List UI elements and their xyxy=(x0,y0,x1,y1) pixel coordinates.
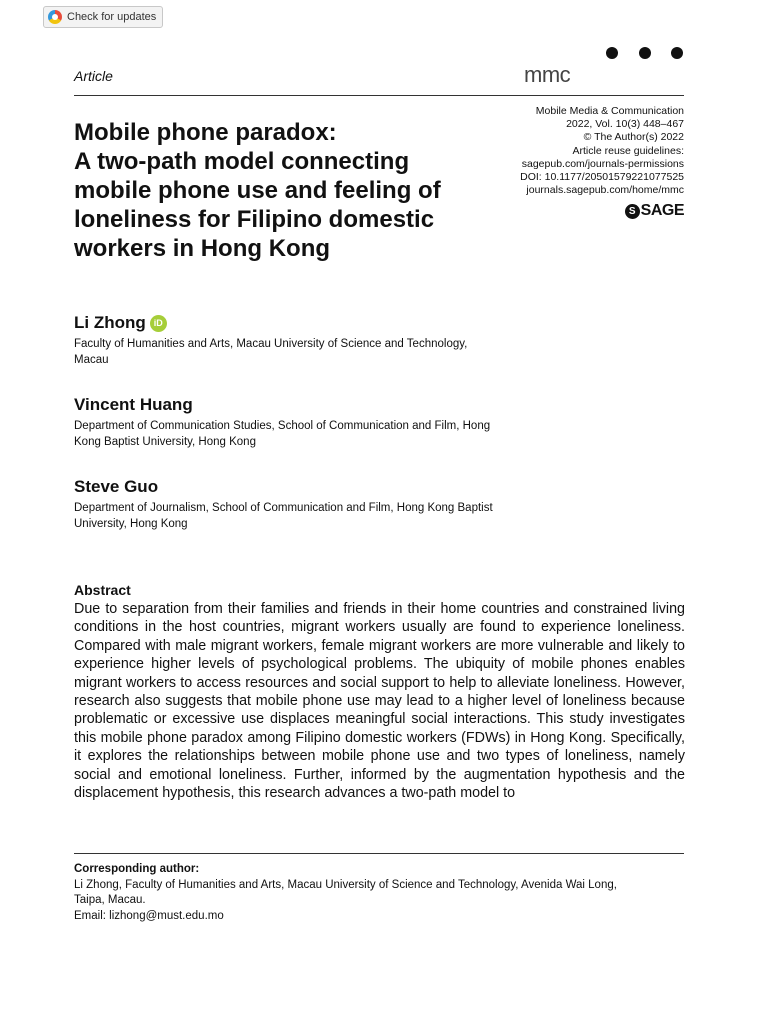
copyright: © The Author(s) 2022 xyxy=(583,131,684,144)
title-line: Mobile phone paradox: xyxy=(74,119,337,146)
article-title xyxy=(74,118,494,263)
author-affiliation: Faculty of Humanities and Arts, Macau University of Science and Technology, Macau xyxy=(74,338,468,366)
doi-link[interactable]: DOI: 10.1177/20501579221077525 xyxy=(520,171,684,184)
permissions-link[interactable]: sagepub.com/journals-permissions xyxy=(521,157,684,170)
abstract-heading: Abstract xyxy=(74,582,131,598)
sage-icon: S xyxy=(625,204,640,219)
corresponding-email[interactable]: Email: lizhong@must.edu.mo xyxy=(74,909,224,922)
journal-volume: 2022, Vol. 10(3) 448–467 xyxy=(566,118,684,131)
logo-dot-icon xyxy=(606,47,618,59)
author-block xyxy=(74,313,494,368)
author-block xyxy=(74,477,494,532)
author-name: Vincent Huang xyxy=(74,395,193,414)
journal-name: Mobile Media & Communication xyxy=(535,105,684,117)
corresponding-author xyxy=(74,862,685,924)
crossmark-icon xyxy=(48,10,62,24)
orcid-icon[interactable]: iD xyxy=(150,315,167,332)
logo-dot-icon xyxy=(639,47,651,59)
author-name-row xyxy=(74,313,494,333)
title-line: A two-path model connecting xyxy=(74,148,410,175)
corresponding-line: Li Zhong, Faculty of Humanities and Arts, Macau University of Science and Technology, Avenida Wai Long, xyxy=(74,878,617,891)
journal-logo: mmc xyxy=(524,62,571,87)
author-affiliation: Department of Communication Studies, School of Communication and Film, Hong Kong Baptist University, Hong Kong xyxy=(74,420,491,448)
publisher-name: SAGE xyxy=(640,202,684,219)
author-name: Steve Guo xyxy=(74,477,159,496)
corresponding-heading: Corresponding author: xyxy=(74,863,200,875)
title-line: loneliness for Filipino domestic xyxy=(74,206,435,233)
journal-metadata xyxy=(464,105,684,197)
corresponding-line: Taipa, Macau. xyxy=(74,894,146,906)
abstract-text: Due to separation from their families and friends in their home countries and constrained living conditions in the host countries, migrant workers usually are found to experience loneliness. Compared with male migrant workers, female migrant workers are more vulnerable and likely to experience higher levels of psychological problems. The ubiquity of mobile phones enables migrant workers to access resources and social support to help to alleviate loneliness. However, research also suggests that mobile phone use may lead to a higher level of loneliness because problematic or excessive use displaces meaningful social interactions. This study investigates this mobile phone paradox among Filipino domestic workers (FDWs) in Hong Kong. Specifically, it explores the relationships between mobile phone use and two types of loneliness, namely social and emotional loneliness. Further, informed by the augmentation hypothesis and the displacement hypothesis, this research advances a two-path model to xyxy=(74,601,685,802)
check-for-updates-button[interactable] xyxy=(43,6,163,28)
author-affiliation: Department of Journalism, School of Communication and Film, Hong Kong Baptist University, Hong Kong xyxy=(74,502,493,530)
footnote-divider xyxy=(74,853,684,854)
reuse-guidelines: Article reuse guidelines: xyxy=(572,144,684,157)
article-type-label: Article xyxy=(74,68,113,84)
check-for-updates-label: Check for updates xyxy=(67,11,157,23)
header-divider xyxy=(74,95,684,96)
journal-home-link[interactable]: journals.sagepub.com/home/mmc xyxy=(526,184,684,197)
logo-dot-icon xyxy=(671,47,683,59)
publisher-logo xyxy=(625,202,684,220)
author-block xyxy=(74,395,494,450)
title-line: mobile phone use and feeling of xyxy=(74,177,441,204)
title-line: workers in Hong Kong xyxy=(74,235,331,262)
author-name: Li Zhong xyxy=(74,313,146,332)
